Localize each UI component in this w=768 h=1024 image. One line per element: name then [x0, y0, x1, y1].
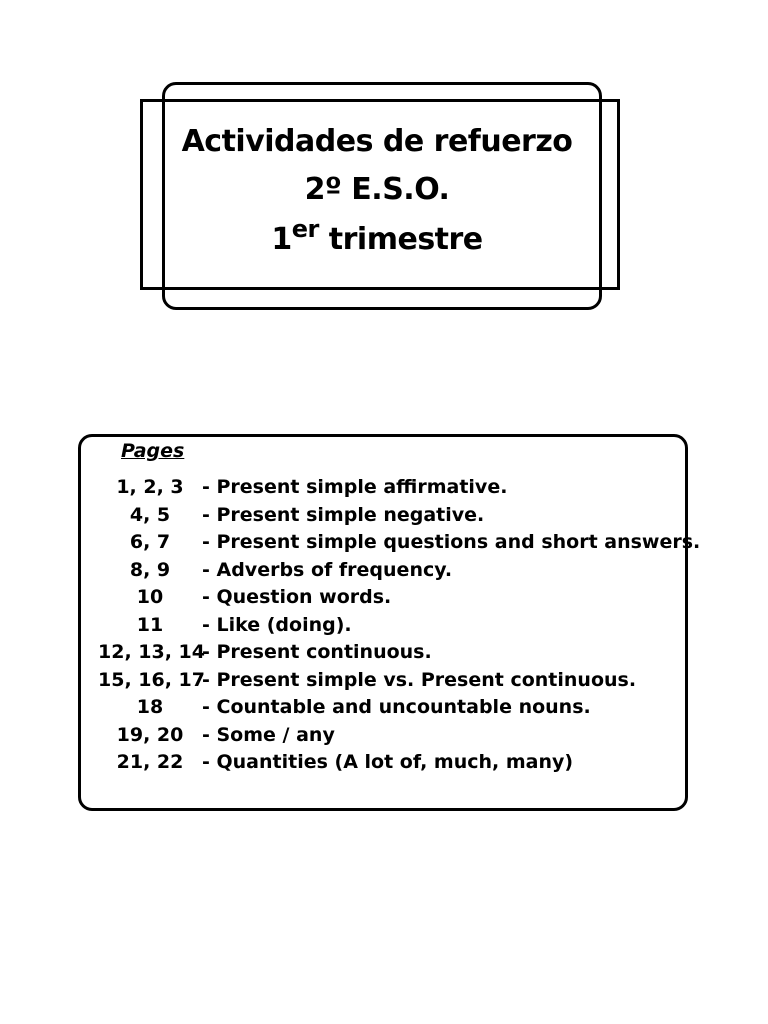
page-numbers: 11 [136, 614, 164, 636]
list-item [98, 531, 700, 558]
title-line-1: Actividades de refuerzo [181, 124, 573, 159]
list-item [98, 641, 432, 668]
title-line-3 [162, 215, 592, 257]
page-numbers: 18 [136, 696, 164, 718]
list-item [98, 504, 484, 531]
title-block [162, 82, 592, 310]
trimester-number: 1 [271, 222, 292, 257]
page-numbers: 10 [136, 586, 164, 608]
list-item [98, 559, 452, 586]
topic-description: - Countable and uncountable nouns. [202, 696, 591, 718]
topic-description: - Like (doing). [202, 614, 352, 636]
topic-description: - Question words. [202, 586, 392, 608]
topic-description: - Adverbs of frequency. [202, 559, 453, 581]
list-item [98, 751, 573, 778]
topic-description: - Some / any [202, 724, 335, 746]
page-numbers: 6, 7 [129, 531, 171, 553]
list-item [98, 696, 591, 723]
topic-description: - Present continuous. [202, 641, 432, 663]
list-item [98, 669, 636, 696]
topic-description: - Present simple vs. Present continuous. [202, 669, 637, 691]
list-item [98, 614, 352, 641]
list-item [98, 476, 507, 503]
pages-header: Pages [121, 440, 185, 462]
page-numbers: 4, 5 [129, 504, 171, 526]
topic-description: - Present simple negative. [202, 504, 485, 526]
topic-description: - Present simple affirmative. [202, 476, 508, 498]
page-numbers: 19, 20 [116, 724, 184, 746]
list-item [98, 724, 335, 751]
page-numbers: 21, 22 [116, 751, 184, 773]
trimester-word: trimestre [318, 222, 483, 257]
page-numbers: 8, 9 [129, 559, 171, 581]
page-numbers: 15, 16, 17 [98, 669, 205, 691]
title-line-2: 2º E.S.O. [304, 172, 450, 207]
topic-description: - Present simple questions and short answers. [202, 531, 701, 553]
topic-description: - Quantities (A lot of, much, many) [202, 751, 574, 773]
list-item [98, 586, 391, 613]
page-numbers: 1, 2, 3 [116, 476, 184, 498]
page-numbers: 12, 13, 14 [98, 641, 205, 663]
trimester-ordinal-suffix: er [291, 215, 319, 243]
